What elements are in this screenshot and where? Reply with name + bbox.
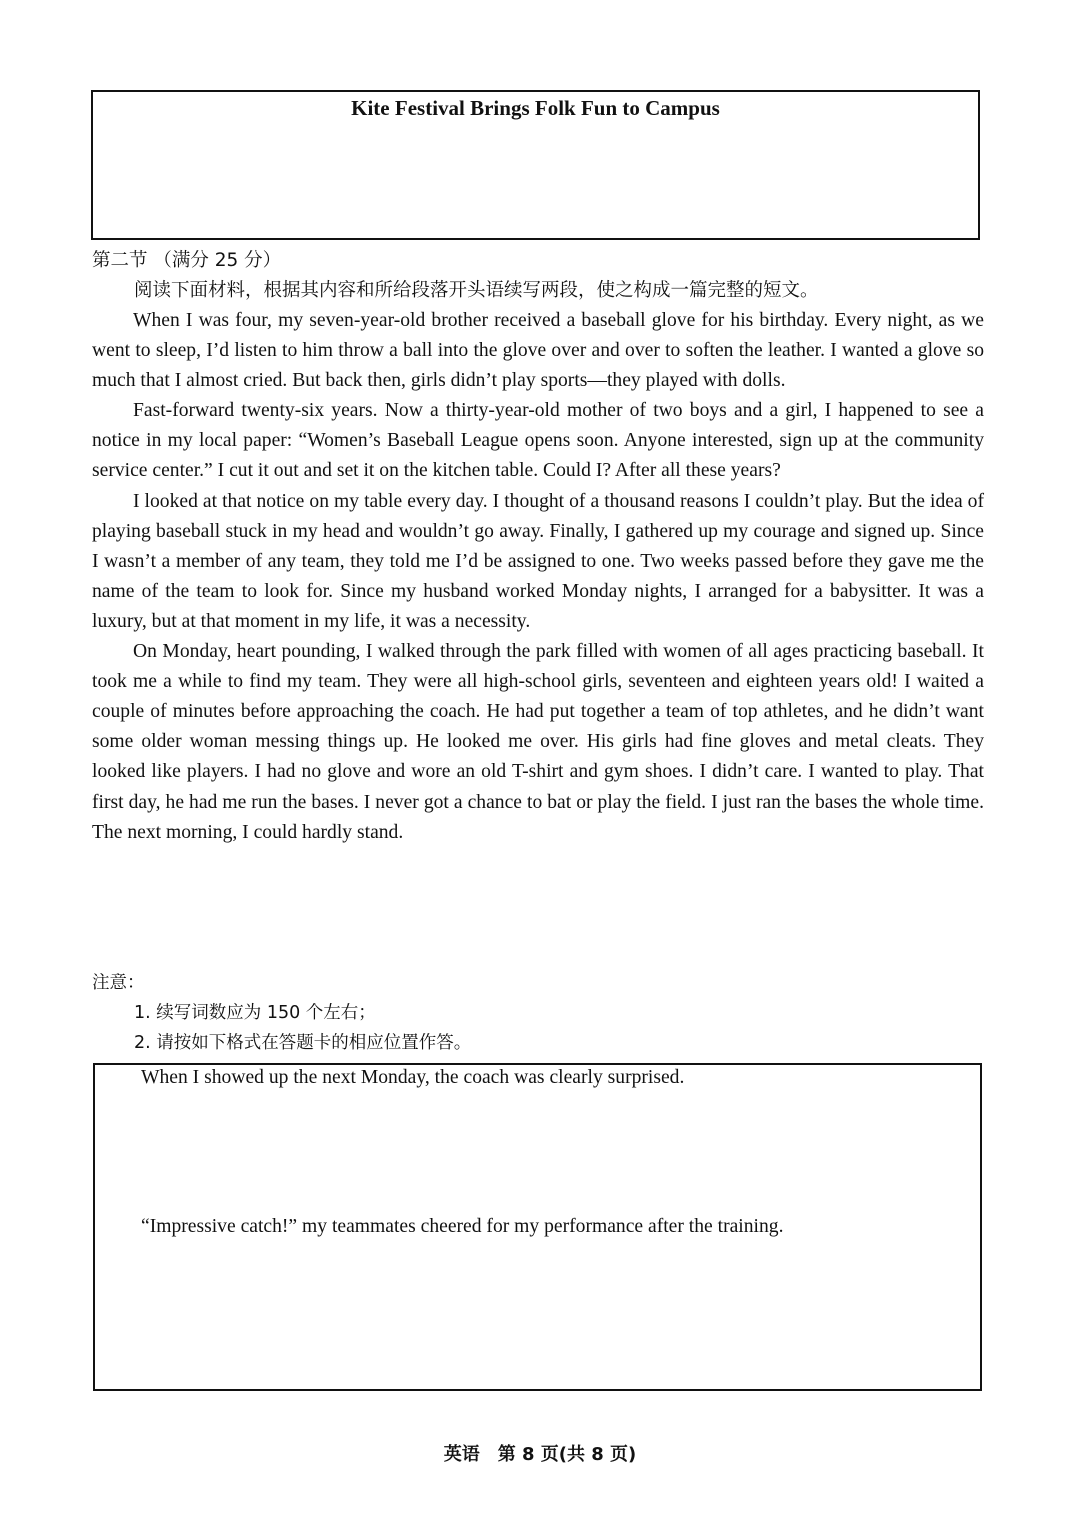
essay-title: Kite Festival Brings Folk Fun to Campus bbox=[351, 96, 720, 120]
paragraph-starter-2: “Impressive catch!” my teammates cheered for my performance after the training. bbox=[141, 1216, 784, 1237]
passage-paragraph: On Monday, heart pounding, I walked through the park filled with women of all ages practicing baseball. It took me a while to find my team. They were all high-school girls, seventeen and eighteen years old! I waited a couple of minutes before approaching the coach. He had put together a team of top athletes, and he didn’t want some older woman messing things up. He looked me over. His girls had fine gloves and metal cleats. They looked like players. I had no glove and wore an old T-shirt and gym shoes. I didn’t care. I wanted to play. That first day, he had me run the bases. I never got a chance to bat or play the field. I just ran the bases the whole time. The next morning, I could hardly stand. bbox=[92, 641, 984, 843]
page-footer: 英语 第 8 页(共 8 页) bbox=[443, 1444, 637, 1465]
passage-paragraph: Fast-forward twenty-six years. Now a thirty-year-old mother of two boys and a girl, I happened to see a notice in my local paper: “Women’s Baseball League opens soon. Anyone interested, sign up at the community service center.” I cut it out and set it on the kitchen table. Could I? After all these years? bbox=[92, 400, 984, 482]
section-heading: 第二节 （满分 25 分） bbox=[92, 250, 282, 271]
note-item: 1. 续写词数应为 150 个左右； bbox=[134, 1003, 376, 1023]
note-item: 2. 请按如下格式在答题卡的相应位置作答。 bbox=[134, 1033, 472, 1053]
reading-passage bbox=[92, 306, 984, 848]
passage-paragraph: I looked at that notice on my table every day. I thought of a thousand reasons I couldn’t play. But the idea of playing baseball stuck in my head and wouldn’t go away. Finally, I gathered up my courage and signed up. Since I wasn’t a member of any team, they told me I’d be assigned to one. Two weeks passed before they gave me the name of the team to look for. Since my husband worked Monday nights, I arranged for a babysitter. It was a luxury, but at that moment in my life, it was a necessity. bbox=[92, 490, 984, 632]
paragraph-starter-1: When I showed up the next Monday, the coach was clearly surprised. bbox=[141, 1067, 685, 1088]
section-instruction: 阅读下面材料，根据其内容和所给段落开头语续写两段，使之构成一篇完整的短文。 bbox=[134, 280, 819, 301]
writing-box-top bbox=[91, 90, 980, 240]
notes-label: 注意： bbox=[92, 973, 145, 993]
passage-paragraph: When I was four, my seven-year-old brother received a baseball glove for his birthday. Every night, as we went to sleep, I’d listen to him throw a ball into the glove over and over to soften the leather. I wanted a glove so much that I almost cried. But back then, girls didn’t play sports—they played with dolls. bbox=[92, 310, 984, 392]
section-two bbox=[92, 246, 987, 306]
notes bbox=[92, 968, 987, 1058]
answer-box bbox=[93, 1063, 982, 1391]
